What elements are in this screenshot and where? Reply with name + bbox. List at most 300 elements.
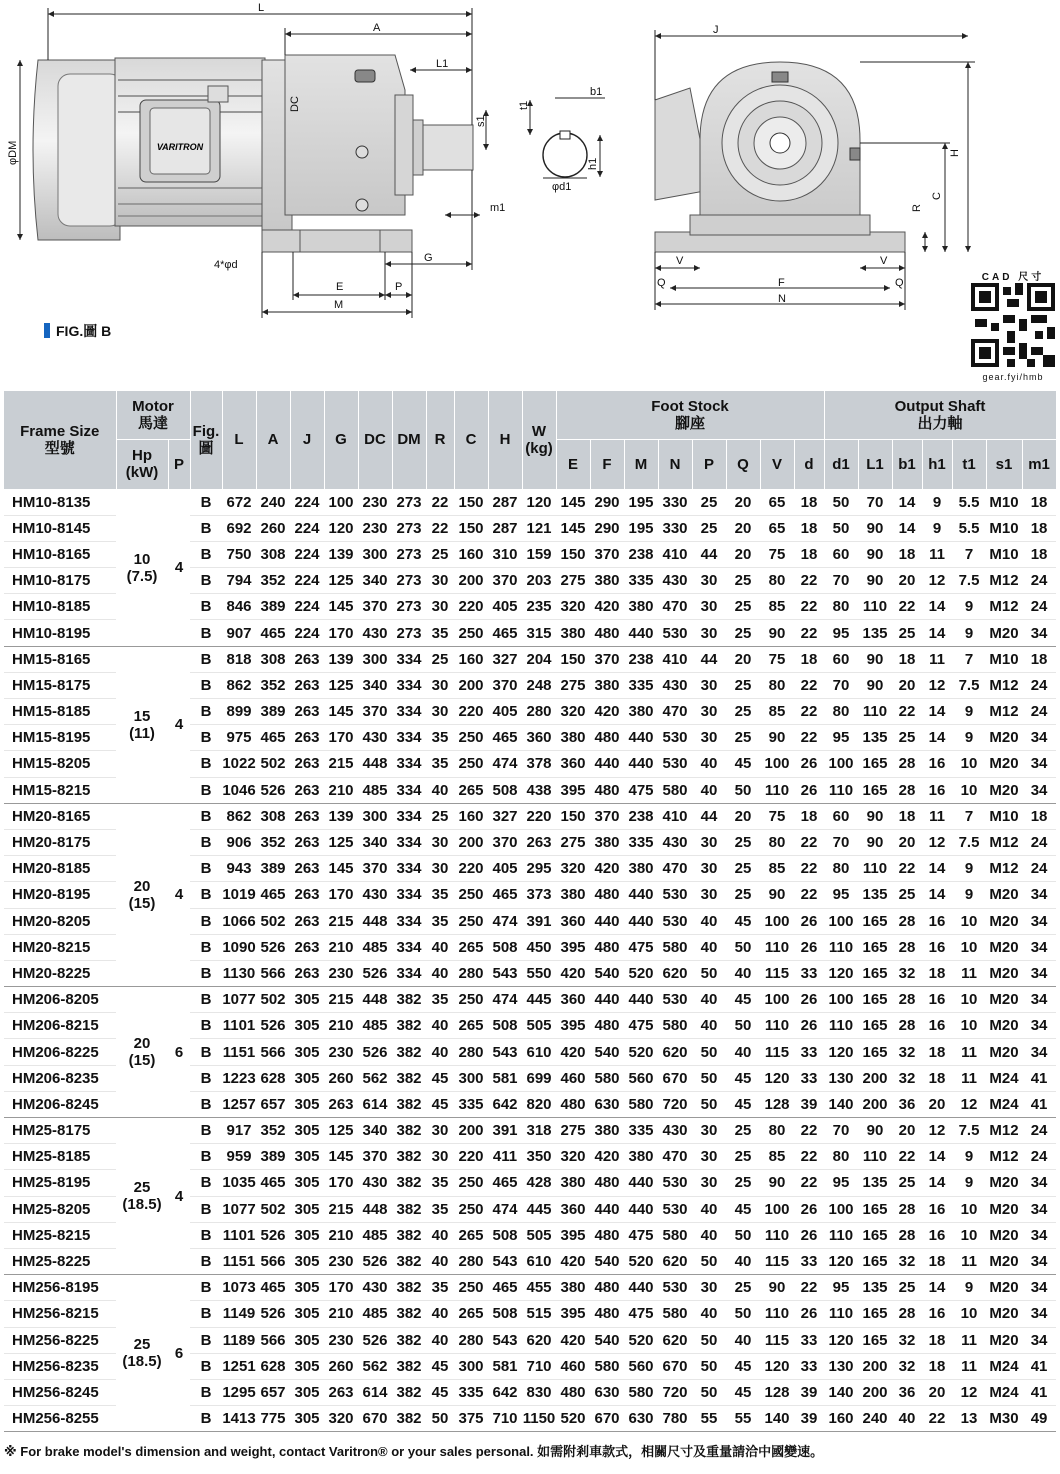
svg-text:L: L xyxy=(258,2,265,14)
value-cell: M12 xyxy=(986,1144,1022,1170)
value-cell: M20 xyxy=(986,934,1022,960)
value-cell: 100 xyxy=(760,1196,794,1222)
value-cell: 440 xyxy=(590,751,624,777)
value-cell: 382 xyxy=(392,987,426,1013)
value-cell: 438 xyxy=(522,777,556,803)
value-cell: 39 xyxy=(794,1091,824,1117)
value-cell: 30 xyxy=(692,1275,726,1301)
col-header-shaft-3: h1 xyxy=(922,439,952,489)
value-cell: 263 xyxy=(290,725,324,751)
value-cell: M20 xyxy=(986,620,1022,646)
value-cell: B xyxy=(190,751,222,777)
value-cell: 440 xyxy=(590,1196,624,1222)
model-cell: HM25-8185 xyxy=(4,1144,116,1170)
value-cell: 1257 xyxy=(222,1091,256,1117)
value-cell: 28 xyxy=(892,1301,922,1327)
value-cell: 65 xyxy=(760,489,794,515)
value-cell: B xyxy=(190,1118,222,1144)
value-cell: 95 xyxy=(824,725,858,751)
value-cell: 25 xyxy=(726,594,760,620)
value-cell: 360 xyxy=(556,987,590,1013)
value-cell: 610 xyxy=(522,1248,556,1274)
value-cell: 224 xyxy=(290,568,324,594)
value-cell: 273 xyxy=(392,489,426,515)
value-cell: 140 xyxy=(824,1379,858,1405)
frame-size-header: Frame Size 型號 xyxy=(4,391,116,489)
value-cell: 520 xyxy=(624,960,658,986)
value-cell: 430 xyxy=(358,882,392,908)
model-cell: HM20-8205 xyxy=(4,908,116,934)
value-cell: 420 xyxy=(590,699,624,725)
svg-text:V: V xyxy=(880,255,888,267)
value-cell: 12 xyxy=(922,829,952,855)
svg-text:F: F xyxy=(778,277,785,289)
value-cell: 410 xyxy=(658,803,692,829)
value-cell: 566 xyxy=(256,1039,290,1065)
value-cell: 380 xyxy=(556,725,590,751)
value-cell: 9 xyxy=(952,699,986,725)
value-cell: 14 xyxy=(922,699,952,725)
value-cell: 370 xyxy=(488,829,522,855)
value-cell: 300 xyxy=(454,1065,488,1091)
value-cell: 18 xyxy=(1022,646,1056,672)
value-cell: 165 xyxy=(858,1222,892,1248)
value-cell: 250 xyxy=(454,882,488,908)
value-cell: 260 xyxy=(324,1065,358,1091)
value-cell: 628 xyxy=(256,1353,290,1379)
value-cell: 22 xyxy=(794,672,824,698)
value-cell: 440 xyxy=(624,1170,658,1196)
value-cell: 33 xyxy=(794,1327,824,1353)
value-cell: 14 xyxy=(922,620,952,646)
value-cell: 130 xyxy=(824,1065,858,1091)
value-cell: 305 xyxy=(290,1118,324,1144)
model-cell: HM15-8175 xyxy=(4,672,116,698)
value-cell: 305 xyxy=(290,1196,324,1222)
value-cell: 305 xyxy=(290,1039,324,1065)
value-cell: 380 xyxy=(624,1144,658,1170)
model-cell: HM10-8165 xyxy=(4,541,116,567)
value-cell: 382 xyxy=(392,1091,426,1117)
value-cell: 18 xyxy=(892,541,922,567)
value-cell: 195 xyxy=(624,489,658,515)
value-cell: 1101 xyxy=(222,1013,256,1039)
value-cell: 382 xyxy=(392,1144,426,1170)
value-cell: 260 xyxy=(324,1353,358,1379)
value-cell: 165 xyxy=(858,1013,892,1039)
value-cell: 50 xyxy=(692,1327,726,1353)
value-cell: 305 xyxy=(290,1353,324,1379)
value-cell: 41 xyxy=(1022,1065,1056,1091)
value-cell: 530 xyxy=(658,1170,692,1196)
svg-text:R: R xyxy=(911,204,923,212)
value-cell: 526 xyxy=(358,1248,392,1274)
value-cell: 24 xyxy=(1022,1144,1056,1170)
value-cell: 11 xyxy=(952,1039,986,1065)
value-cell: 100 xyxy=(760,987,794,1013)
motor-hp-cell: 20 (15) xyxy=(116,987,168,1118)
value-cell: 36 xyxy=(892,1379,922,1405)
model-cell: HM20-8225 xyxy=(4,960,116,986)
model-cell: HM25-8225 xyxy=(4,1248,116,1274)
value-cell: 115 xyxy=(760,1248,794,1274)
value-cell: 14 xyxy=(892,515,922,541)
value-cell: B xyxy=(190,1144,222,1170)
value-cell: 508 xyxy=(488,1301,522,1327)
value-cell: 85 xyxy=(760,1144,794,1170)
value-cell: 280 xyxy=(454,1248,488,1274)
value-cell: 248 xyxy=(522,672,556,698)
qr-code-icon[interactable] xyxy=(971,283,1055,367)
value-cell: 34 xyxy=(1022,1275,1056,1301)
value-cell: 95 xyxy=(824,1170,858,1196)
col-header-shaft-2: b1 xyxy=(892,439,922,489)
value-cell: 80 xyxy=(824,856,858,882)
value-cell: 7.5 xyxy=(952,1118,986,1144)
value-cell: 90 xyxy=(760,725,794,751)
value-cell: M10 xyxy=(986,541,1022,567)
value-cell: 30 xyxy=(426,1118,454,1144)
value-cell: 35 xyxy=(426,620,454,646)
motor-hp-cell: 10 (7.5) xyxy=(116,489,168,646)
value-cell: 195 xyxy=(624,515,658,541)
value-cell: 39 xyxy=(794,1379,824,1405)
value-cell: 95 xyxy=(824,1275,858,1301)
value-cell: 420 xyxy=(556,1039,590,1065)
value-cell: 120 xyxy=(824,1248,858,1274)
value-cell: 120 xyxy=(522,489,556,515)
value-cell: 335 xyxy=(624,672,658,698)
table-row xyxy=(4,1275,1056,1301)
value-cell: 275 xyxy=(556,672,590,698)
value-cell: 411 xyxy=(488,1144,522,1170)
value-cell: 25 xyxy=(692,489,726,515)
value-cell: 642 xyxy=(488,1379,522,1405)
value-cell: 25 xyxy=(726,1118,760,1144)
value-cell: 120 xyxy=(824,960,858,986)
value-cell: 830 xyxy=(522,1379,556,1405)
value-cell: 115 xyxy=(760,1039,794,1065)
value-cell: 440 xyxy=(590,987,624,1013)
value-cell: 370 xyxy=(358,1144,392,1170)
value-cell: 580 xyxy=(658,1301,692,1327)
value-cell: 692 xyxy=(222,515,256,541)
value-cell: 100 xyxy=(824,908,858,934)
value-cell: 1149 xyxy=(222,1301,256,1327)
value-cell: 280 xyxy=(454,1039,488,1065)
value-cell: 135 xyxy=(858,620,892,646)
value-cell: 25 xyxy=(692,515,726,541)
value-cell: 139 xyxy=(324,803,358,829)
value-cell: 24 xyxy=(1022,672,1056,698)
value-cell: 430 xyxy=(658,568,692,594)
value-cell: 135 xyxy=(858,1275,892,1301)
value-cell: 250 xyxy=(454,1275,488,1301)
value-cell: 614 xyxy=(358,1091,392,1117)
value-cell: M24 xyxy=(986,1353,1022,1379)
value-cell: B xyxy=(190,1327,222,1353)
value-cell: 120 xyxy=(824,1327,858,1353)
value-cell: 1101 xyxy=(222,1222,256,1248)
value-cell: 265 xyxy=(454,934,488,960)
value-cell: 12 xyxy=(952,1091,986,1117)
value-cell: 710 xyxy=(522,1353,556,1379)
value-cell: 352 xyxy=(256,672,290,698)
value-cell: 50 xyxy=(824,515,858,541)
model-cell: HM25-8205 xyxy=(4,1196,116,1222)
value-cell: 9 xyxy=(922,489,952,515)
value-cell: M20 xyxy=(986,908,1022,934)
value-cell: 35 xyxy=(426,1170,454,1196)
value-cell: 45 xyxy=(726,1353,760,1379)
dim-header-DC: DC xyxy=(358,391,392,489)
value-cell: 305 xyxy=(290,1222,324,1248)
value-cell: 50 xyxy=(692,1065,726,1091)
value-cell: 305 xyxy=(290,1301,324,1327)
value-cell: 334 xyxy=(392,725,426,751)
value-cell: 200 xyxy=(454,1118,488,1144)
value-cell: 165 xyxy=(858,1301,892,1327)
value-cell: 360 xyxy=(556,1196,590,1222)
value-cell: 14 xyxy=(892,489,922,515)
value-cell: 125 xyxy=(324,829,358,855)
value-cell: 34 xyxy=(1022,1327,1056,1353)
value-cell: M20 xyxy=(986,751,1022,777)
value-cell: 16 xyxy=(922,908,952,934)
value-cell: 40 xyxy=(692,987,726,1013)
value-cell: M12 xyxy=(986,1118,1022,1144)
value-cell: 13 xyxy=(952,1406,986,1432)
value-cell: 440 xyxy=(624,725,658,751)
value-cell: 25 xyxy=(726,882,760,908)
value-cell: 50 xyxy=(692,1248,726,1274)
value-cell: 862 xyxy=(222,803,256,829)
value-cell: 630 xyxy=(624,1406,658,1432)
value-cell: 710 xyxy=(488,1406,522,1432)
value-cell: 200 xyxy=(858,1065,892,1091)
value-cell: 30 xyxy=(426,699,454,725)
value-cell: 335 xyxy=(454,1379,488,1405)
value-cell: 470 xyxy=(658,1144,692,1170)
value-cell: 32 xyxy=(892,1353,922,1379)
value-cell: 330 xyxy=(658,489,692,515)
value-cell: 7.5 xyxy=(952,829,986,855)
technical-drawing xyxy=(0,0,1060,390)
value-cell: 370 xyxy=(590,541,624,567)
value-cell: 320 xyxy=(556,699,590,725)
value-cell: 100 xyxy=(824,1196,858,1222)
value-cell: 128 xyxy=(760,1379,794,1405)
value-cell: 55 xyxy=(726,1406,760,1432)
value-cell: 455 xyxy=(522,1275,556,1301)
value-cell: 30 xyxy=(426,1144,454,1170)
value-cell: 335 xyxy=(624,1118,658,1144)
output-shaft-header: Output Shaft 出力軸 xyxy=(824,391,1056,439)
value-cell: 90 xyxy=(760,1275,794,1301)
value-cell: 448 xyxy=(358,751,392,777)
value-cell: B xyxy=(190,960,222,986)
value-cell: 581 xyxy=(488,1353,522,1379)
value-cell: 160 xyxy=(454,646,488,672)
value-cell: 170 xyxy=(324,1275,358,1301)
value-cell: 308 xyxy=(256,646,290,672)
value-cell: 40 xyxy=(726,1039,760,1065)
value-cell: 1151 xyxy=(222,1039,256,1065)
value-cell: 263 xyxy=(290,934,324,960)
value-cell: 305 xyxy=(290,1406,324,1432)
value-cell: 220 xyxy=(454,699,488,725)
value-cell: 100 xyxy=(760,751,794,777)
value-cell: 560 xyxy=(624,1353,658,1379)
value-cell: 657 xyxy=(256,1379,290,1405)
value-cell: 581 xyxy=(488,1065,522,1091)
col-header-foot-1: F xyxy=(590,439,624,489)
cad-qr-block[interactable] xyxy=(968,268,1058,382)
value-cell: 1073 xyxy=(222,1275,256,1301)
value-cell: 670 xyxy=(590,1406,624,1432)
value-cell: 139 xyxy=(324,646,358,672)
value-cell: 820 xyxy=(522,1091,556,1117)
value-cell: 18 xyxy=(922,1353,952,1379)
value-cell: 40 xyxy=(426,1327,454,1353)
value-cell: 566 xyxy=(256,1248,290,1274)
value-cell: 380 xyxy=(556,882,590,908)
value-cell: B xyxy=(190,1196,222,1222)
value-cell: 30 xyxy=(692,672,726,698)
value-cell: M20 xyxy=(986,1327,1022,1353)
model-cell: HM10-8195 xyxy=(4,620,116,646)
value-cell: 526 xyxy=(358,1039,392,1065)
value-cell: 334 xyxy=(392,803,426,829)
value-cell: 280 xyxy=(454,1327,488,1353)
value-cell: 273 xyxy=(392,620,426,646)
value-cell: 380 xyxy=(624,699,658,725)
value-cell: 720 xyxy=(658,1091,692,1117)
value-cell: 60 xyxy=(824,646,858,672)
svg-text:P: P xyxy=(395,281,403,293)
value-cell: 75 xyxy=(760,646,794,672)
svg-text:A: A xyxy=(373,22,381,34)
value-cell: 275 xyxy=(556,568,590,594)
value-cell: 420 xyxy=(556,1327,590,1353)
value-cell: 380 xyxy=(556,1275,590,1301)
value-cell: 475 xyxy=(624,934,658,960)
value-cell: 290 xyxy=(590,515,624,541)
value-cell: 12 xyxy=(952,1379,986,1405)
svg-text:C: C xyxy=(931,192,943,200)
model-cell: HM15-8185 xyxy=(4,699,116,725)
dim-header-C: C xyxy=(454,391,488,489)
value-cell: 30 xyxy=(426,829,454,855)
value-cell: 16 xyxy=(922,777,952,803)
value-cell: 620 xyxy=(658,1248,692,1274)
value-cell: 485 xyxy=(358,1301,392,1327)
value-cell: 370 xyxy=(358,594,392,620)
value-cell: 11 xyxy=(922,803,952,829)
value-cell: B xyxy=(190,1248,222,1274)
value-cell: 10 xyxy=(952,908,986,934)
value-cell: 899 xyxy=(222,699,256,725)
value-cell: 480 xyxy=(590,1222,624,1248)
value-cell: 18 xyxy=(794,646,824,672)
svg-text:φd1: φd1 xyxy=(552,181,572,193)
value-cell: 334 xyxy=(392,699,426,725)
value-cell: 305 xyxy=(290,1013,324,1039)
value-cell: 145 xyxy=(556,515,590,541)
dim-header-L: L xyxy=(222,391,256,489)
value-cell: M12 xyxy=(986,672,1022,698)
value-cell: 25 xyxy=(726,829,760,855)
value-cell: 520 xyxy=(556,1406,590,1432)
value-cell: 30 xyxy=(692,568,726,594)
value-cell: 90 xyxy=(858,672,892,698)
value-cell: 16 xyxy=(922,1301,952,1327)
value-cell: 20 xyxy=(892,568,922,594)
value-cell: 263 xyxy=(290,777,324,803)
value-cell: 40 xyxy=(426,1222,454,1248)
value-cell: B xyxy=(190,987,222,1013)
value-cell: 25 xyxy=(726,699,760,725)
value-cell: 642 xyxy=(488,1091,522,1117)
value-cell: 460 xyxy=(556,1065,590,1091)
value-cell: 100 xyxy=(760,908,794,934)
value-cell: 26 xyxy=(794,908,824,934)
value-cell: 120 xyxy=(324,515,358,541)
qr-url[interactable]: gear.fyi/hmb xyxy=(982,372,1044,382)
value-cell: 430 xyxy=(658,829,692,855)
value-cell: 40 xyxy=(692,1013,726,1039)
value-cell: 110 xyxy=(858,1144,892,1170)
value-cell: 395 xyxy=(556,777,590,803)
value-cell: 22 xyxy=(794,620,824,646)
value-cell: 230 xyxy=(358,515,392,541)
value-cell: 110 xyxy=(760,1222,794,1248)
value-cell: 40 xyxy=(692,1222,726,1248)
spec-table xyxy=(4,391,1057,1432)
value-cell: 382 xyxy=(392,1353,426,1379)
value-cell: M20 xyxy=(986,1301,1022,1327)
value-cell: 26 xyxy=(794,987,824,1013)
weight-header: W (kg) xyxy=(522,391,556,489)
value-cell: 7 xyxy=(952,646,986,672)
value-cell: B xyxy=(190,803,222,829)
fig-bullet-icon xyxy=(44,323,50,338)
value-cell: 250 xyxy=(454,620,488,646)
value-cell: 32 xyxy=(892,1327,922,1353)
value-cell: 220 xyxy=(454,1144,488,1170)
motor-header: Motor 馬達 xyxy=(116,391,190,439)
value-cell: 440 xyxy=(624,908,658,934)
value-cell: 562 xyxy=(358,1353,392,1379)
value-cell: 280 xyxy=(522,699,556,725)
value-cell: 25 xyxy=(426,541,454,567)
value-cell: 25 xyxy=(892,1275,922,1301)
value-cell: B xyxy=(190,1039,222,1065)
value-cell: 30 xyxy=(692,594,726,620)
value-cell: 530 xyxy=(658,620,692,646)
value-cell: 410 xyxy=(658,646,692,672)
value-cell: 150 xyxy=(556,541,590,567)
value-cell: B xyxy=(190,1091,222,1117)
value-cell: 75 xyxy=(760,803,794,829)
value-cell: 22 xyxy=(794,1275,824,1301)
value-cell: 265 xyxy=(454,777,488,803)
value-cell: 18 xyxy=(922,1248,952,1274)
value-cell: 263 xyxy=(290,960,324,986)
value-cell: 135 xyxy=(858,725,892,751)
value-cell: 502 xyxy=(256,1196,290,1222)
value-cell: 263 xyxy=(290,646,324,672)
